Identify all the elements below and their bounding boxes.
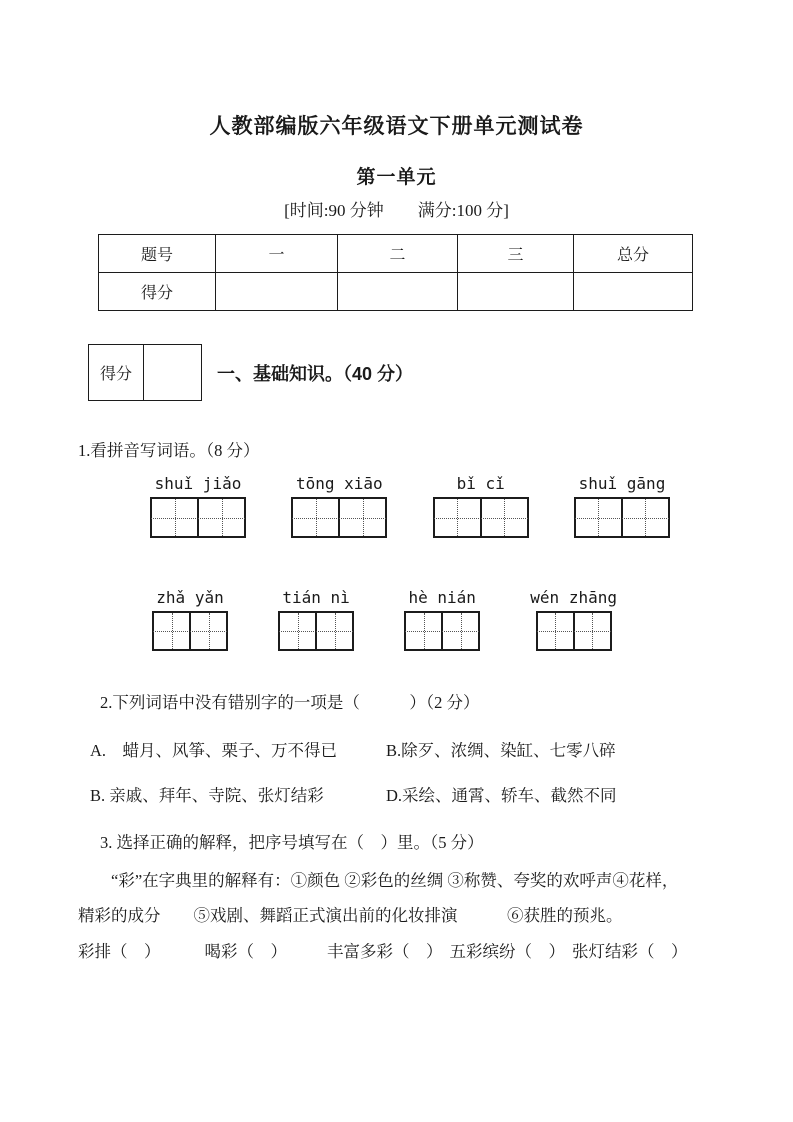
tianzige-grid (152, 611, 228, 651)
question2-prompt: 2.下列词语中没有错别字的一项是（ ）（2 分） (100, 693, 480, 712)
tianzige-grid (150, 497, 246, 538)
pinyin-label: wén zhāng (530, 588, 617, 607)
tianzige-cell (538, 613, 573, 649)
question2-options-row2 (90, 782, 617, 806)
score-row-label: 得分 (99, 273, 216, 311)
option-a: A. 蜡月、风筝、栗子、万不得已 (90, 741, 338, 760)
score-table-header-one: 一 (216, 235, 338, 273)
fill-item-caipai: 彩排（ ） (78, 942, 161, 961)
question3-passage-line2: 精彩的成分 ⑤戏剧、舞蹈正式演出前的化妆排演 ⑥获胜的预兆。 (78, 906, 623, 925)
fill-item-fengfuduocai: 丰富多彩（ ） (327, 942, 443, 961)
tianzige-cell (293, 499, 338, 536)
pinyin-label: tián nì (282, 588, 350, 607)
fill-item-hecai: 喝彩（ ） (204, 942, 287, 961)
score-summary-table (98, 234, 693, 311)
tianzige-cell (406, 613, 441, 649)
tianzige-cell (576, 499, 621, 536)
option-c: B. 亲戚、拜年、寺院、张灯结彩 (90, 786, 324, 805)
tianzige-cell (621, 499, 668, 536)
score-table-header-row (99, 235, 693, 273)
tianzige-cell (315, 613, 352, 649)
tianzige-cell (189, 613, 226, 649)
score-table-header-three: 三 (458, 235, 574, 273)
time-score-meta: [时间:90 分钟 满分:100 分] (284, 201, 509, 220)
section1-heading: 一、基础知识。（40 分） (217, 363, 414, 384)
pinyin-group (150, 474, 246, 538)
tianzige-grid (278, 611, 354, 651)
tianzige-cell (338, 499, 385, 536)
score-box-empty-cell (144, 345, 201, 400)
question3-fill-line (78, 938, 688, 962)
tianzige-cell (435, 499, 480, 536)
fill-item-zhangdengjiecai: 张灯结彩（ ） (572, 942, 688, 961)
score-table-header-timu: 题号 (99, 235, 216, 273)
score-table-score-row (99, 273, 693, 311)
pinyin-label: tōng xiāo (295, 474, 383, 493)
pinyin-group (433, 474, 529, 538)
section1-header (88, 344, 413, 401)
pinyin-group (291, 474, 387, 538)
score-table-header-two: 二 (338, 235, 458, 273)
tianzige-cell (480, 499, 527, 536)
tianzige-cell (573, 613, 610, 649)
question1-prompt: 1.看拼音写词语。（8 分） (78, 441, 260, 460)
pinyin-group (530, 588, 617, 651)
question3-prompt: 3. 选择正确的解释，把序号填写在（ ）里。（5 分） (100, 833, 484, 852)
fill-item-wucaibinfen: 五彩缤纷（ ） (449, 942, 565, 961)
pinyin-row-1 (150, 474, 670, 538)
tianzige-cell (280, 613, 315, 649)
tianzige-grid (574, 497, 670, 538)
tianzige-grid (433, 497, 529, 538)
tianzige-grid (404, 611, 480, 651)
tianzige-grid (536, 611, 612, 651)
score-cell-empty (458, 273, 574, 311)
tianzige-cell (154, 613, 189, 649)
score-box-label: 得分 (89, 345, 144, 400)
score-cell-empty (574, 273, 693, 311)
pinyin-group (152, 588, 228, 651)
tianzige-cell (152, 499, 197, 536)
pinyin-label: shuǐ gāng (578, 474, 666, 493)
option-d: D.采绘、通霄、轿车、截然不同 (386, 786, 617, 805)
document-title: 人教部编版六年级语文下册单元测试卷 (209, 115, 584, 139)
tianzige-cell (197, 499, 244, 536)
pinyin-label: zhǎ yǎn (156, 588, 224, 607)
pinyin-label: bǐ cǐ (456, 474, 505, 493)
pinyin-row-2 (152, 588, 617, 651)
question2-options-row1 (90, 737, 616, 761)
unit-heading: 第一单元 (356, 166, 437, 188)
tianzige-grid (291, 497, 387, 538)
pinyin-label: hè nián (408, 588, 476, 607)
pinyin-label: shuǐ jiǎo (154, 474, 242, 493)
score-table-header-total: 总分 (574, 235, 693, 273)
score-cell-empty (216, 273, 338, 311)
question3-passage-line1: “彩”在字典里的解释有：①颜色 ②彩色的丝绸 ③称赞、夸奖的欢呼声④花样， (111, 871, 679, 890)
score-cell-empty (338, 273, 458, 311)
option-b: B.除歹、浓绸、染缸、七零八碎 (386, 741, 616, 760)
pinyin-group (574, 474, 670, 538)
pinyin-group (404, 588, 480, 651)
section1-score-box (88, 344, 202, 401)
tianzige-cell (441, 613, 478, 649)
pinyin-group (278, 588, 354, 651)
